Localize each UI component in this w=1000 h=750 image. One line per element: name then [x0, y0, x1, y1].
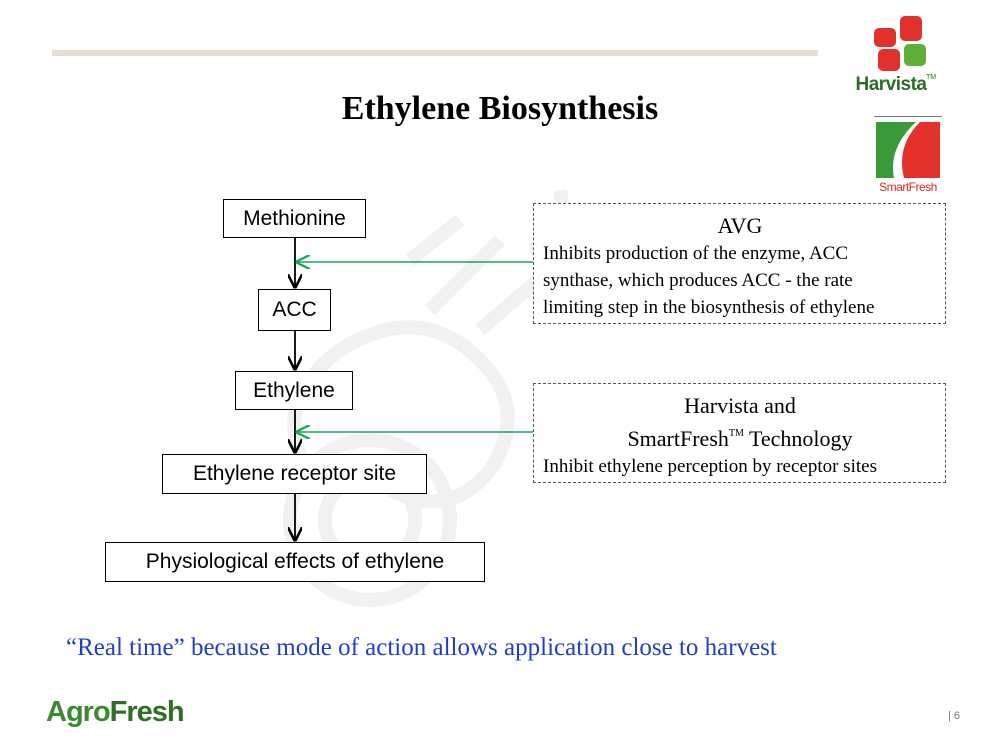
agrofresh-logo	[46, 696, 184, 729]
smartfresh-word: SmartFresh	[627, 426, 729, 451]
harvista-smartfresh-note	[533, 383, 946, 483]
smartfresh-logo-text: SmartFresh	[879, 180, 937, 194]
page-number: | 6	[948, 710, 961, 722]
technology-word: Technology	[743, 426, 853, 451]
smartfresh-tm: TM	[728, 428, 744, 439]
flow-box-acc: ACC	[258, 289, 331, 331]
avg-note	[533, 203, 946, 324]
avg-note-line: limiting step in the biosynthesis of ethylene	[543, 297, 875, 318]
harvista-note-title-line1: Harvista and	[684, 393, 796, 418]
harvista-note-body: Inhibit ethylene perception by receptor sites	[543, 456, 877, 477]
harvista-note-title-line2	[543, 420, 937, 453]
footer-note: “Real time” because mode of action allows application close to harvest	[66, 634, 777, 661]
avg-note-title: AVG	[717, 213, 763, 238]
agrofresh-logo-agro: Agro	[46, 696, 110, 728]
avg-note-line: Inhibits production of the enzyme, ACC	[543, 243, 849, 264]
harvista-tm: TM	[926, 74, 937, 81]
slide-title: Ethylene Biosynthesis	[341, 90, 659, 127]
flow-box-physiological-effects: Physiological effects of ethylene	[105, 542, 485, 582]
agrofresh-logo-fresh: Fresh	[109, 696, 184, 728]
harvista-logo-text: Harvista	[855, 74, 927, 95]
flow-box-receptor-site: Ethylene receptor site	[162, 454, 427, 494]
flow-box-ethylene: Ethylene	[235, 371, 353, 410]
flow-box-methionine: Methionine	[223, 199, 366, 238]
avg-note-line: synthase, which produces ACC - the rate	[543, 270, 853, 291]
